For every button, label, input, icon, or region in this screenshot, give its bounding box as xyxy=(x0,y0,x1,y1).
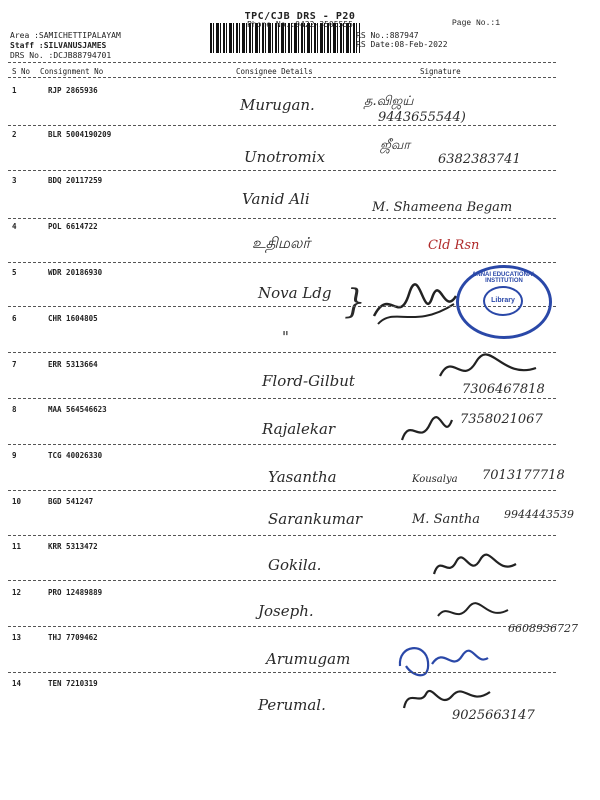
document-title: TPC/CJB DRS - P20 xyxy=(244,11,356,22)
col-header-consignment: Consignment No xyxy=(40,67,104,76)
col-header-consignee: Consignee Details xyxy=(236,67,313,76)
consignee-name: " xyxy=(282,328,289,346)
consignee-name: Flord-Gilbut xyxy=(262,372,355,390)
row-number: 11 xyxy=(12,542,22,551)
row-number: 13 xyxy=(12,633,22,642)
receiver-signature: M. Santha xyxy=(412,512,480,527)
consignment-number: BDQ 20117259 xyxy=(48,176,103,185)
row-divider xyxy=(8,262,556,263)
receiver-phone: 7013177718 xyxy=(482,468,565,483)
consignment-number: PRO 12489889 xyxy=(48,588,103,597)
receiver-signature-scribble xyxy=(430,548,520,584)
row-divider xyxy=(8,626,556,627)
consignment-number: TCG 40026330 xyxy=(48,451,103,460)
brace-mark: } xyxy=(344,282,366,322)
col-header-signature: Signature xyxy=(420,67,461,76)
row-number: 9 xyxy=(12,451,17,460)
consignment-number: THJ 7709462 xyxy=(48,633,98,642)
consignment-number: KRR 5313472 xyxy=(48,542,98,551)
consignee-name: Nova Ldg xyxy=(258,284,332,302)
row-number: 3 xyxy=(12,176,17,185)
consignment-number: BLR 5004190209 xyxy=(48,130,112,139)
receiver-signature: M. Shameena Begam xyxy=(372,200,513,215)
consignee-name: Arumugam xyxy=(266,650,351,668)
row-number: 10 xyxy=(12,497,22,506)
consignment-number: TEN 7210319 xyxy=(48,679,98,688)
column-header-rule xyxy=(8,77,556,78)
row-divider xyxy=(8,398,556,399)
receiver-phone: 9443655544) xyxy=(378,110,466,125)
row-divider xyxy=(8,535,556,536)
consignee-name: Yasantha xyxy=(268,468,337,486)
consignment-number: WDR 20186930 xyxy=(48,268,103,277)
row-divider xyxy=(8,580,556,581)
consignee-name: Perumal. xyxy=(258,696,326,714)
institution-stamp xyxy=(456,265,552,339)
receiver-signature: த.விஜய் xyxy=(364,94,414,109)
row-number: 7 xyxy=(12,360,17,369)
receiver-phone: 7358021067 xyxy=(460,412,543,427)
drs-number: DRS No. :DCJB88794701 xyxy=(10,51,112,60)
receiver-phone: 6382383741 xyxy=(438,152,521,167)
row-divider xyxy=(8,672,556,673)
receiver-phone: 9025663147 xyxy=(452,708,535,723)
col-header-sno: S No xyxy=(12,67,31,76)
row-number: 12 xyxy=(12,588,22,597)
receiver-signature-scribble xyxy=(434,598,514,628)
row-number: 4 xyxy=(12,222,17,231)
consignee-name: உதிமலர் xyxy=(252,234,311,252)
row-number: 2 xyxy=(12,130,17,139)
row-divider xyxy=(8,490,556,491)
receiver-signature: Cld Rsn xyxy=(428,238,480,253)
stamp-ring-text: ANNAI EDUCATIONAL INSTITUTION xyxy=(472,272,536,284)
row-number: 5 xyxy=(12,268,17,277)
row-number: 6 xyxy=(12,314,17,323)
staff-label: Staff :SILVANUSJAMES xyxy=(10,41,107,50)
area-label: Area :SAMICHETTIPALAYAM xyxy=(10,31,121,40)
receiver-signature: Kousalya xyxy=(412,474,458,485)
consignment-number: BGD 541247 xyxy=(48,497,94,506)
receiver-phone: 9944443539 xyxy=(504,508,574,521)
consignment-number: MAA 564546623 xyxy=(48,405,107,414)
row-divider xyxy=(8,170,556,171)
consignee-name: Murugan. xyxy=(240,96,315,114)
header-rule xyxy=(8,62,556,63)
receiver-signature-scribble xyxy=(364,276,464,334)
row-divider xyxy=(8,444,556,445)
consignee-name: Joseph. xyxy=(258,602,314,620)
consignment-number: POL 6614722 xyxy=(48,222,98,231)
row-divider xyxy=(8,218,556,219)
row-number: 14 xyxy=(12,679,22,688)
consignee-name: Rajalekar xyxy=(262,420,336,438)
consignment-number: RJP 2865936 xyxy=(48,86,98,95)
receiver-phone: 7306467818 xyxy=(462,382,545,397)
phone-number: Phone No.:0422-3505555 xyxy=(247,20,353,29)
row-number: 8 xyxy=(12,405,17,414)
consignee-name: Gokila. xyxy=(268,556,322,574)
consignee-name: Sarankumar xyxy=(268,510,363,528)
consignment-number: CHR 1604805 xyxy=(48,314,98,323)
rs-number: RS No.:887947 xyxy=(356,31,419,40)
receiver-phone: 6608936727 xyxy=(508,622,578,635)
row-number: 1 xyxy=(12,86,17,95)
consignee-name: Vanid Ali xyxy=(242,190,310,208)
stamp-center-text: Library xyxy=(483,286,523,316)
consignment-number: ERR 5313664 xyxy=(48,360,98,369)
consignee-name: Unotromix xyxy=(244,148,326,166)
page-number: Page No.:1 xyxy=(452,19,501,28)
rs-date: RS Date:08-Feb-2022 xyxy=(356,40,448,49)
receiver-signature-scribble xyxy=(396,412,456,448)
row-divider xyxy=(8,125,556,126)
receiver-signature: ஜீவா xyxy=(380,138,411,153)
